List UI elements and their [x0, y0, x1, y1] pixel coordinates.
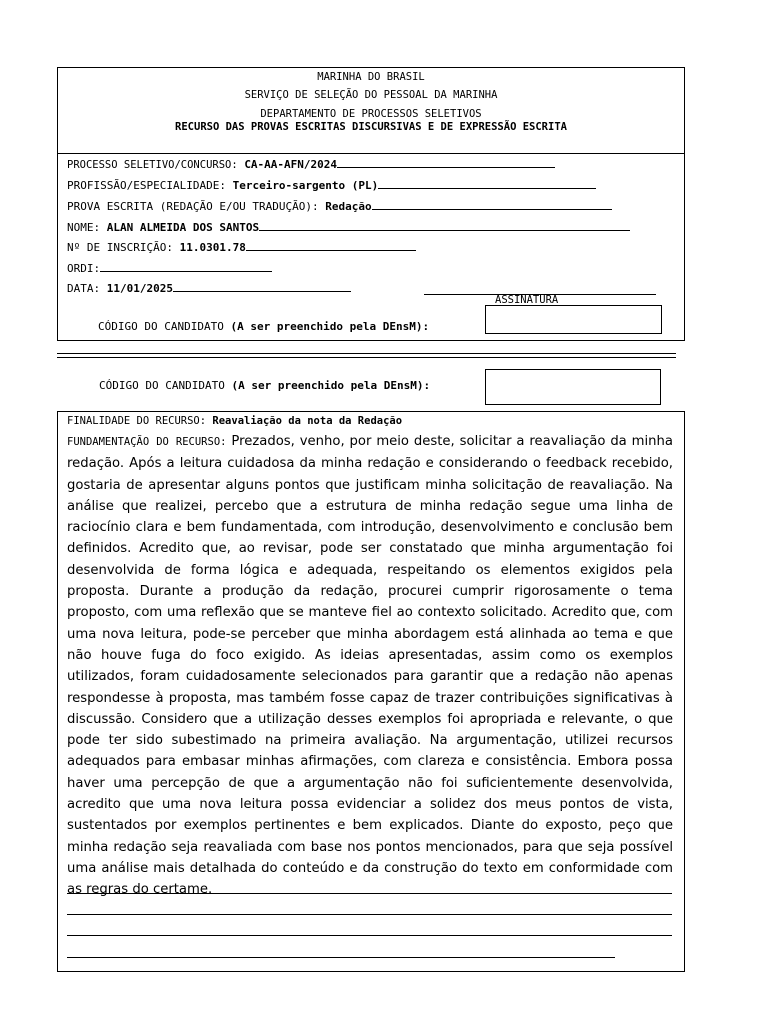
codigo-row-2 [99, 379, 430, 392]
header-line-departamento: DEPARTAMENTO DE PROCESSOS SELETIVOS [260, 108, 482, 120]
blank-line-4[interactable] [67, 957, 615, 958]
data-underline [173, 281, 351, 292]
header-line-servico: SERVIÇO DE SELEÇÃO DO PESSOAL DA MARINHA [244, 89, 498, 101]
inscricao-underline [246, 240, 416, 251]
signature-label: ASSINATURA [495, 294, 559, 306]
data-value: 11/01/2025 [106, 282, 173, 295]
blank-line-3[interactable] [67, 935, 672, 936]
codigo-row-1 [98, 320, 429, 333]
processo-row [67, 157, 555, 171]
codigo-label-1: CÓDIGO DO CANDIDATO [98, 320, 224, 333]
inscricao-value: 11.0301.78 [179, 241, 246, 254]
candidate-info-box [57, 153, 685, 341]
section-separator [57, 353, 676, 358]
prova-row [67, 199, 612, 213]
prova-underline [372, 199, 612, 210]
finalidade-value: Reavaliação da nota da Redação [212, 415, 403, 427]
fundamentacao-text: Prezados, venho, por meio deste, solicitar a reavaliação da minha redação. Após a leitura cuidadosa da minha redação e considerando o feedback recebido, gostaria de apresentar alguns pontos que justificam minha solicitação de reavaliação. Na análise que realizei, percebo que a estrutura de minha redação segue uma linha de raciocínio clara e bem fundamentada, com introdução, desenvolvimento e conclusão bem definidos. Acredito que, ao revisar, pode ser constatado que minha argumentação foi desenvolvida de forma lógica e adequada, respeitando os elementos exigidos pela proposta. Durante a produção da redação, procurei cumprir rigorosamente o tema proposto, com uma reflexão que se manteve fiel ao contexto solicitado. Acredito que, com uma nova leitura, pode-se perceber que minha abordagem está alinhada ao tema e que não houve fuga do foco exigido. As ideias apresentadas, assim como os exemplos utilizados, foram cuidadosamente selecionados para garantir que a redação não apenas respondesse à proposta, mas também fosse capaz de trazer contribuições significativas à discussão. Considero que a utilização desses exemplos foi apropriada e relevante, o que pode ter sido subestimado na primeira avaliação. Na argumentação, utilizei recursos adequados para embasar minhas afirmações, com clareza e consistência. Embora possa haver uma percepção de que a argumentação não foi suficientemente desenvolvida, acredito que uma nova leitura possa evidenciar a solidez dos meus pontos de vista, sustentados por exemplos pertinentes e bem explicados. Diante do exposto, peço que minha redação seja reavaliada com base nos pontos mencionados, para que seja possível uma análise mais detalhada do conteúdo e da construção do texto em conformidade com as regras do certame. [67, 434, 673, 898]
profissao-row [67, 178, 596, 192]
finalidade-row [67, 415, 402, 427]
prova-value: Redação [325, 200, 372, 213]
nome-row [67, 220, 630, 234]
codigo-box-1[interactable] [485, 305, 662, 334]
finalidade-label: FINALIDADE DO RECURSO: [67, 415, 207, 427]
data-row [67, 281, 351, 295]
processo-underline [337, 157, 555, 168]
processo-value: CA-AA-AFN/2024 [244, 158, 338, 171]
codigo-box-2[interactable] [485, 369, 661, 405]
header-line-recurso-title: RECURSO DAS PROVAS ESCRITAS DISCURSIVAS E DE EXPRESSÃO ESCRITA [175, 121, 567, 133]
nome-underline [259, 220, 630, 231]
blank-line-2[interactable] [67, 914, 672, 915]
codigo-note-2: (A ser preenchido pela DEnsM): [231, 379, 431, 392]
data-label: DATA: [67, 282, 101, 295]
profissao-underline [378, 178, 596, 189]
codigo-note-1: (A ser preenchido pela DEnsM): [230, 320, 430, 333]
profissao-value: Terceiro-sargento (PL) [232, 179, 379, 192]
header-line-marinha: MARINHA DO BRASIL [317, 71, 425, 83]
prova-label: PROVA ESCRITA (REDAÇÃO E/OU TRADUÇÃO): [67, 200, 319, 213]
codigo-label-2: CÓDIGO DO CANDIDATO [99, 379, 225, 392]
fundamentacao-paragraph [67, 431, 673, 901]
profissao-label: PROFISSÃO/ESPECIALIDADE: [67, 179, 226, 192]
inscricao-label: Nº DE INSCRIÇÃO: [67, 241, 173, 254]
blank-line-1[interactable] [67, 893, 672, 894]
header-box [57, 67, 685, 154]
processo-label: PROCESSO SELETIVO/CONCURSO: [67, 159, 238, 171]
ordi-label: ORDI: [67, 262, 101, 275]
fundamentacao-label: FUNDAMENTAÇÃO DO RECURSO: [67, 436, 227, 448]
ordi-row [67, 261, 272, 275]
ordi-underline [100, 261, 272, 272]
nome-label: NOME: [67, 221, 101, 234]
nome-value: ALAN ALMEIDA DOS SANTOS [106, 221, 260, 234]
inscricao-row [67, 240, 416, 254]
